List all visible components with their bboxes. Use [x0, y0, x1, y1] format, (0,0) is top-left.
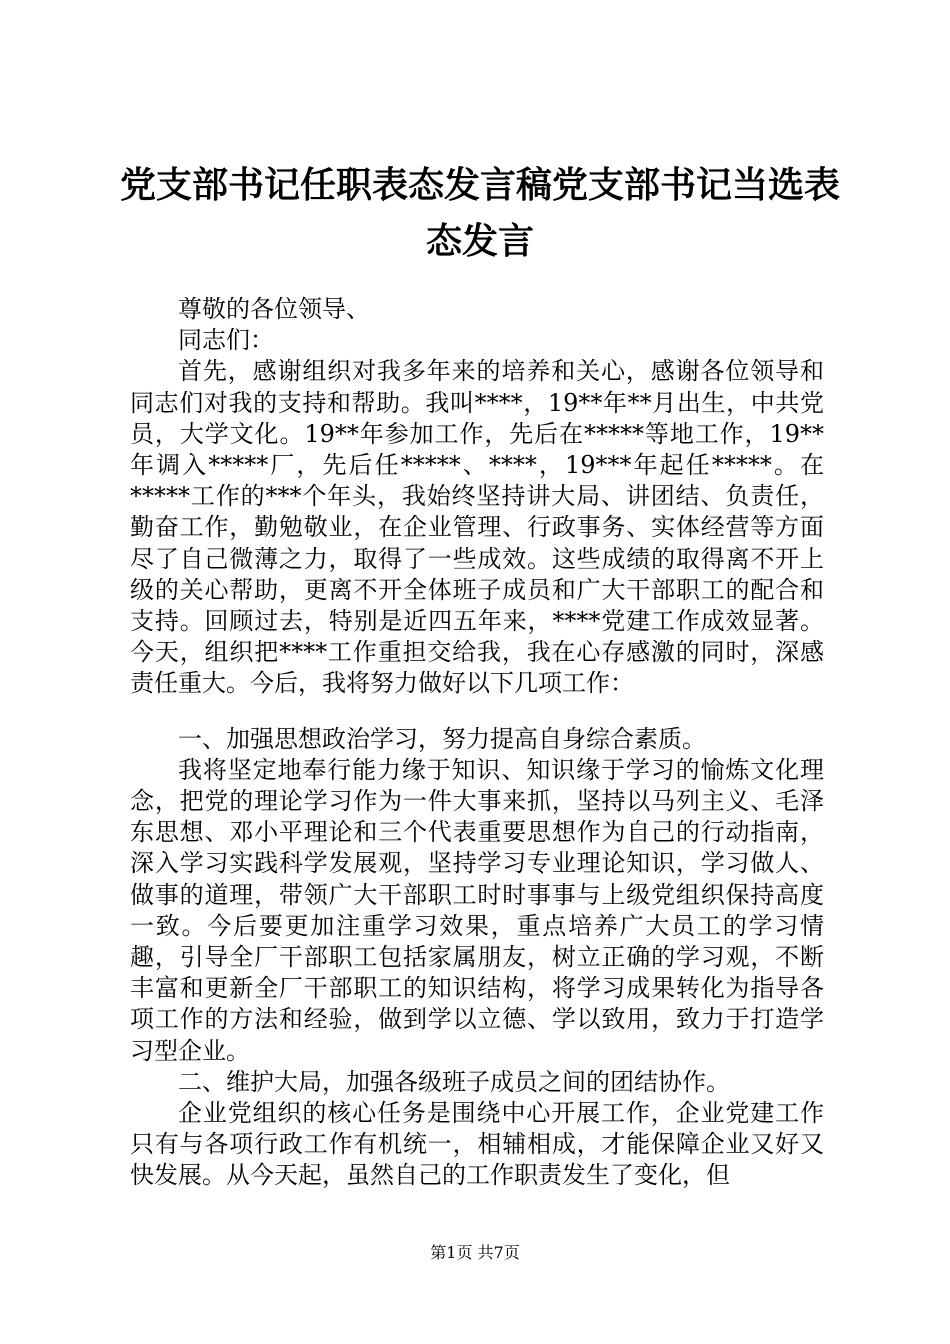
- section-heading-1: 一、加强思想政治学习，努力提高自身综合素质。: [178, 724, 706, 753]
- document-body: [130, 294, 824, 1192]
- page-footer: 第1页 共7页: [430, 1243, 520, 1262]
- paragraph-introduction: 首先，感谢组织对我多年来的培养和关心，感谢各位领导和同志们对我的支持和帮助。我叫****，19**年**月出生，中共党员，大学文化。19**年参加工作，先后在*****等地工作，19**年调入*****厂，先后任*****、****，19***年起任*****。在*****工作的***个年头，我始终坚持讲大局、讲团结、负责任，勤奋工作，勤勉敬业，在企业管理、行政事务、实体经营等方面尽了自己微薄之力，取得了一些成效。这些成绩的取得离不开上级的关心帮助，更离不开全体班子成员和广大干部职工的配合和支持。回顾过去，特别是近四五年来，****党建工作成效显著。今天，组织把****工作重担交给我，我在心存感激的同时，深感责任重大。今后，我将努力做好以下几项工作：: [130, 357, 824, 698]
- section-heading-2: 二、维护大局，加强各级班子成员之间的团结协作。: [178, 1067, 730, 1096]
- paragraph-section-2: 企业党组织的核心任务是围绕中心开展工作，企业党建工作只有与各项行政工作有机统一，相辅相成，才能保障企业又好又快发展。从今天起，虽然自己的工作职责发生了变化，但: [130, 1099, 824, 1190]
- salutation-line-1: 尊敬的各位领导、: [178, 295, 370, 323]
- document-title: 党支部书记任职表态发言稿党支部书记当选表态发言: [120, 165, 841, 262]
- salutation-line-2: 同志们：: [178, 326, 274, 355]
- paragraph-section-1: 我将坚定地奉行能力缘于知识、知识缘于学习的愉炼文化理念，把党的理论学习作为一件大事来抓，坚持以马列主义、毛泽东思想、邓小平理论和三个代表重要思想作为自己的行动指南，深入学习实践科学发展观，坚持学习专业理论知识，学习做人、做事的道理，带领广大干部职工时时事事与上级党组织保持高度一致。今后要更加注重学习效果，重点培养广大员工的学习情趣，引导全厂干部职工包括家属朋友，树立正确的学习观，不断丰富和更新全厂干部职工的知识结构，将学习成果转化为指导各项工作的方法和经验，做到学以立德、学以致用，致力于打造学习型企业。: [130, 755, 824, 1065]
